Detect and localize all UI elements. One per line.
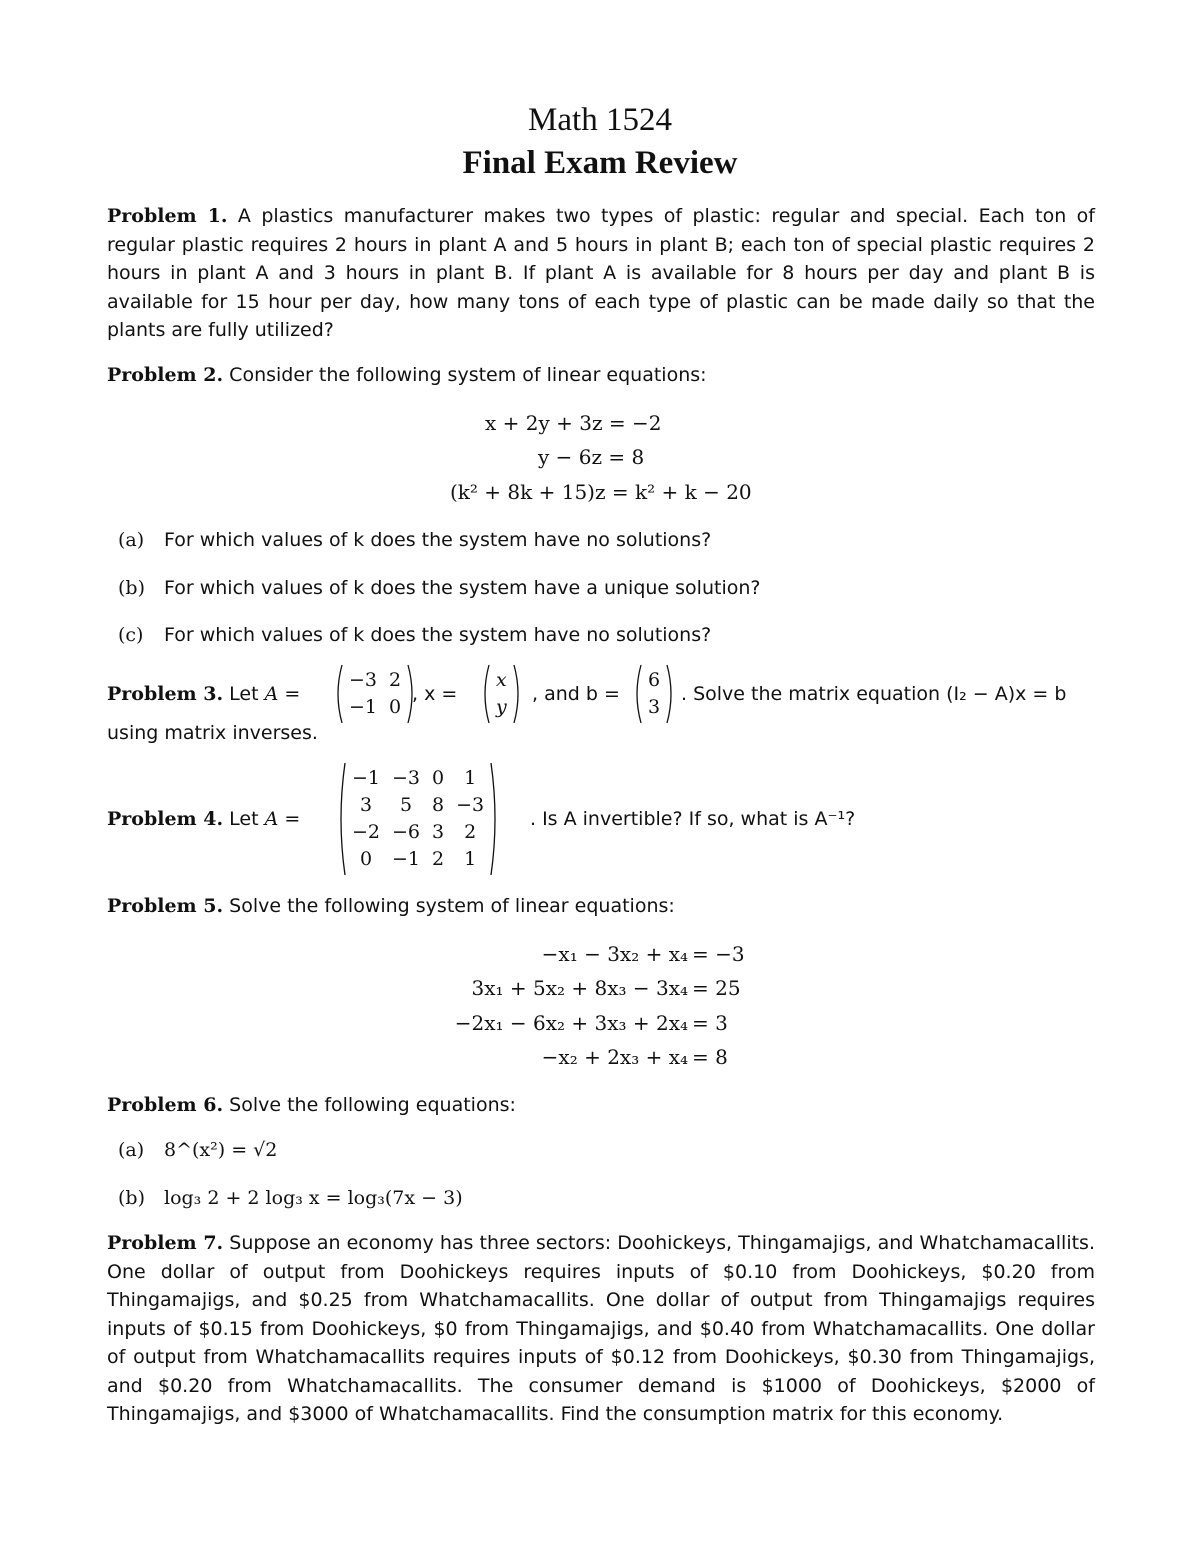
problem-3-a-eq: A =: [264, 683, 301, 705]
matrix-cell: −6: [392, 821, 421, 843]
matrix-p3-b: [632, 664, 676, 724]
problem-4-label: Problem 4.: [107, 808, 224, 830]
p3-x-eq: , x =: [412, 683, 458, 705]
p3-tail: . Solve the matrix equation (I₂ − A)x = b: [681, 683, 1067, 705]
p2-part-a: [118, 526, 711, 554]
p3-line-2: using matrix inverses.: [107, 722, 318, 744]
problem-2-text: Consider the following system of linear equations:: [229, 364, 707, 386]
right-paren: [666, 664, 676, 724]
matrix-cell: 0: [359, 848, 373, 870]
matrix-p3-A: [333, 664, 417, 724]
left-paren: [333, 664, 343, 724]
p5-eq-3-left: −2x₁ − 6x₂ + 3x₃ + 2x₄: [454, 1011, 688, 1035]
matrix-cell: 6: [648, 669, 661, 691]
p5-eq-1-right: = −3: [692, 942, 745, 966]
p6-part-b-text: log₃ 2 + 2 log₃ x = log₃(7x − 3): [164, 1187, 463, 1209]
problem-4-a-eq: A =: [264, 808, 301, 830]
problem-4-lead: [107, 805, 300, 833]
matrix-row: [346, 765, 490, 792]
matrix-cell: −2: [352, 821, 381, 843]
p2-equation-2: y − 6z = 8: [538, 445, 645, 469]
p2-part-a-text: For which values of k does the system have no solutions?: [164, 529, 712, 551]
problem-5-text: Solve the following system of linear equations:: [229, 895, 675, 917]
matrix-p3-x: [480, 664, 523, 724]
p2-part-b: [118, 574, 760, 602]
matrix-cell: 2: [432, 848, 445, 870]
p3-and-b: , and b =: [532, 683, 620, 705]
p6-part-a-label: (a): [118, 1139, 145, 1161]
matrix-cell: 2: [389, 669, 402, 691]
p5-eq-2-left: 3x₁ + 5x₂ + 8x₃ − 3x₄: [471, 976, 688, 1000]
matrix-cell: 2: [464, 821, 477, 843]
matrix-cell: 3: [432, 821, 445, 843]
matrix-cell: y: [496, 696, 507, 718]
right-paren: [490, 762, 500, 876]
p5-eq-2-right: = 25: [692, 976, 741, 1000]
problem-6: [107, 1091, 1095, 1120]
p2-part-c-text: For which values of k does the system have no solutions?: [164, 624, 712, 646]
p6-part-a: [118, 1136, 277, 1164]
problem-3-let: Let: [229, 683, 259, 705]
matrix-cell: −1: [392, 848, 421, 870]
problem-6-label: Problem 6.: [107, 1094, 224, 1116]
p2-part-c-label: (c): [118, 624, 144, 646]
matrix-row: [343, 694, 407, 721]
problem-7-label: Problem 7.: [107, 1232, 224, 1254]
problem-6-text: Solve the following equations:: [229, 1094, 516, 1116]
p5-eq-1-left: −x₁ − 3x₂ + x₄: [541, 942, 688, 966]
right-paren: [513, 664, 523, 724]
problem-2-label: Problem 2.: [107, 364, 224, 386]
matrix-row: [490, 667, 513, 694]
problem-2: [107, 361, 1095, 390]
matrix-row: [490, 694, 513, 721]
matrix-cell: 0: [432, 767, 445, 789]
matrix-cell: −3: [392, 767, 421, 789]
problem-1-label: Problem 1.: [107, 205, 228, 227]
p6-part-b-label: (b): [118, 1187, 145, 1209]
problem-1-text: A plastics manufacturer makes two types of plastic: regular and special. Each ton of regular plastic requires 2 hours in plant A and 5 hours in plant B; each ton of special plastic requires 2 hours in plant A and 3 hours in plant B. If plant A is available for 8 hours per day and plant B is available for 15 hour per day, how many tons of each type of plastic can be made daily so that the plants are fully utilized?: [107, 205, 1095, 341]
matrix-cell: 1: [464, 767, 477, 789]
matrix-cell: −3: [349, 669, 378, 691]
matrix-cell: 8: [432, 794, 445, 816]
p5-eq-4-left: −x₂ + 2x₃ + x₄: [541, 1045, 688, 1069]
matrix-cell: 3: [359, 794, 373, 816]
problem-5-label: Problem 5.: [107, 895, 224, 917]
problem-5: [107, 892, 1095, 921]
matrix-row: [346, 846, 490, 873]
matrix-row: [346, 819, 490, 846]
matrix-row: [642, 667, 666, 694]
matrix-cell: −1: [349, 696, 378, 718]
problem-3-lead: [107, 680, 300, 708]
p2-equation-1: x + 2y + 3z = −2: [485, 411, 662, 435]
problem-1: [107, 202, 1095, 345]
problem-4-let: Let: [229, 808, 259, 830]
problem-7-text: Suppose an economy has three sectors: Doohickeys, Thingamajigs, and Whatchamacallits. One dollar of output from Doohickeys requires inputs of $0.10 from Doohickeys, $0.20 from Thingamajigs, and $0.25 from Whatchamacallits. One dollar of output from Thingamajigs requires inputs of $0.15 from Doohickeys, $0 from Thingamajigs, and $0.40 from Whatchamacallits. One dollar of output from Whatchamacallits requires inputs of $0.12 from Doohickeys, $0.30 from Thingamajigs, and $0.20 from Whatchamacallits. The consumer demand is $1000 of Doohickeys, $2000 of Thingamajigs, and $3000 of Whatchamacallits. Find the consumption matrix for this economy.: [107, 1232, 1095, 1425]
document-title: Final Exam Review: [462, 145, 738, 181]
problem-3-label: Problem 3.: [107, 683, 224, 705]
matrix-cell: 0: [389, 696, 402, 718]
matrix-cell: 1: [464, 848, 477, 870]
left-paren: [480, 664, 490, 724]
p6-part-a-text: 8^(x²) = √2: [164, 1139, 278, 1161]
course-title: Math 1524: [528, 102, 672, 138]
matrix-cell: 3: [648, 696, 661, 718]
p2-part-c: [118, 621, 711, 649]
problem-7: [107, 1229, 1095, 1429]
matrix-row: [642, 694, 666, 721]
p6-part-b: [118, 1184, 463, 1212]
p2-equation-3: (k² + 8k + 15)z = k² + k − 20: [450, 480, 752, 504]
matrix-row: [343, 667, 407, 694]
p2-part-a-label: (a): [118, 529, 145, 551]
p2-part-b-label: (b): [118, 577, 145, 599]
left-paren: [336, 762, 346, 876]
matrix-cell: −3: [456, 794, 485, 816]
p4-tail: . Is A invertible? If so, what is A⁻¹?: [530, 808, 856, 830]
p2-part-b-text: For which values of k does the system have a unique solution?: [164, 577, 761, 599]
matrix-cell: 5: [399, 794, 413, 816]
matrix-p4-A: [336, 762, 500, 876]
p5-eq-3-right: = 3: [692, 1011, 728, 1035]
matrix-row: [346, 792, 490, 819]
p5-eq-4-right: = 8: [692, 1045, 728, 1069]
matrix-cell: −1: [352, 767, 381, 789]
left-paren: [632, 664, 642, 724]
matrix-cell: x: [496, 669, 507, 691]
